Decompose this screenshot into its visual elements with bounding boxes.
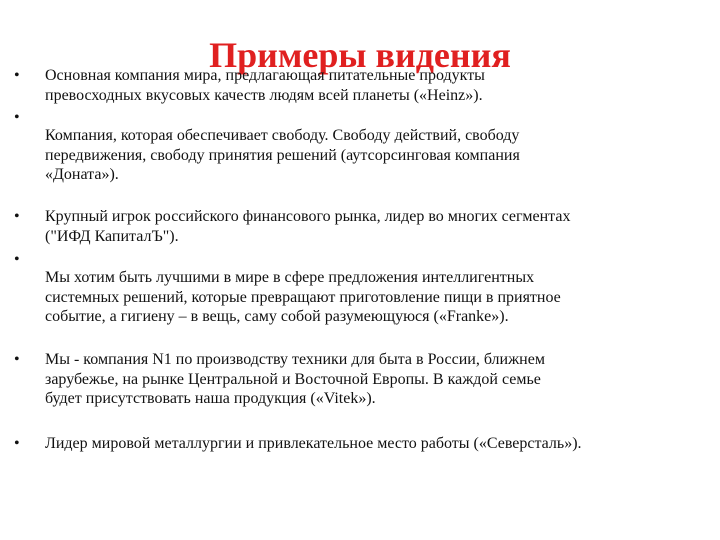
bullet-line: ("ИФД КапиталЪ").: [45, 227, 179, 245]
bullet-marker: •: [14, 435, 20, 452]
bullet-line: Лидер мировой металлургии и привлекательное место работы («Северсталь»).: [45, 435, 582, 452]
bullet-line: зарубежье, на рынке Центральной и Восточной Европы. В каждой семье: [45, 370, 541, 388]
bullet-line: превосходных вкусовых качеств людям всей планеты («Heinz»).: [45, 86, 483, 104]
bullet-marker: •: [14, 351, 20, 368]
bullet-line: событие, а гигиену – в вещь, саму собой разумеющуюся («Franke»).: [45, 308, 509, 325]
bullet-item-ifd-kapital: [45, 207, 570, 246]
bullet-item-heinz: [45, 66, 485, 105]
bullet-line: «Доната»).: [45, 166, 119, 183]
bullet-line: будет присутствовать наша продукция («Vitek»).: [45, 390, 376, 407]
bullet-line: системных решений, которые превращают приготовление пищи в приятное: [45, 288, 561, 306]
bullet-line: Крупный игрок российского финансового рынка, лидер во многих сегментах: [45, 208, 571, 225]
bullet-item-franke: [45, 268, 561, 327]
slide-title: Примеры видения: [209, 35, 511, 76]
bullet-line: передвижения, свободу принятия решений (аутсорсинговая компания: [45, 146, 520, 164]
bullet-marker: •: [14, 67, 20, 84]
bullet-item-vitek: [45, 350, 545, 409]
bullet-marker: •: [14, 208, 20, 225]
bullet-marker: •: [14, 251, 20, 268]
bullet-line: Мы - компания N1 по производству техники для быта в России, ближнем: [45, 351, 545, 368]
bullet-item-donata: [45, 126, 520, 185]
bullet-line: Основная компания мира, предлагающая питательные продукты: [45, 67, 485, 84]
bullet-line: Компания, которая обеспечивает свободу. Свободу действий, свободу: [45, 127, 520, 144]
bullet-item-severstal: [45, 434, 582, 454]
bullet-line: Мы хотим быть лучшими в мире в сфере предложения интеллигентных: [45, 269, 535, 286]
bullet-marker: •: [14, 109, 20, 126]
